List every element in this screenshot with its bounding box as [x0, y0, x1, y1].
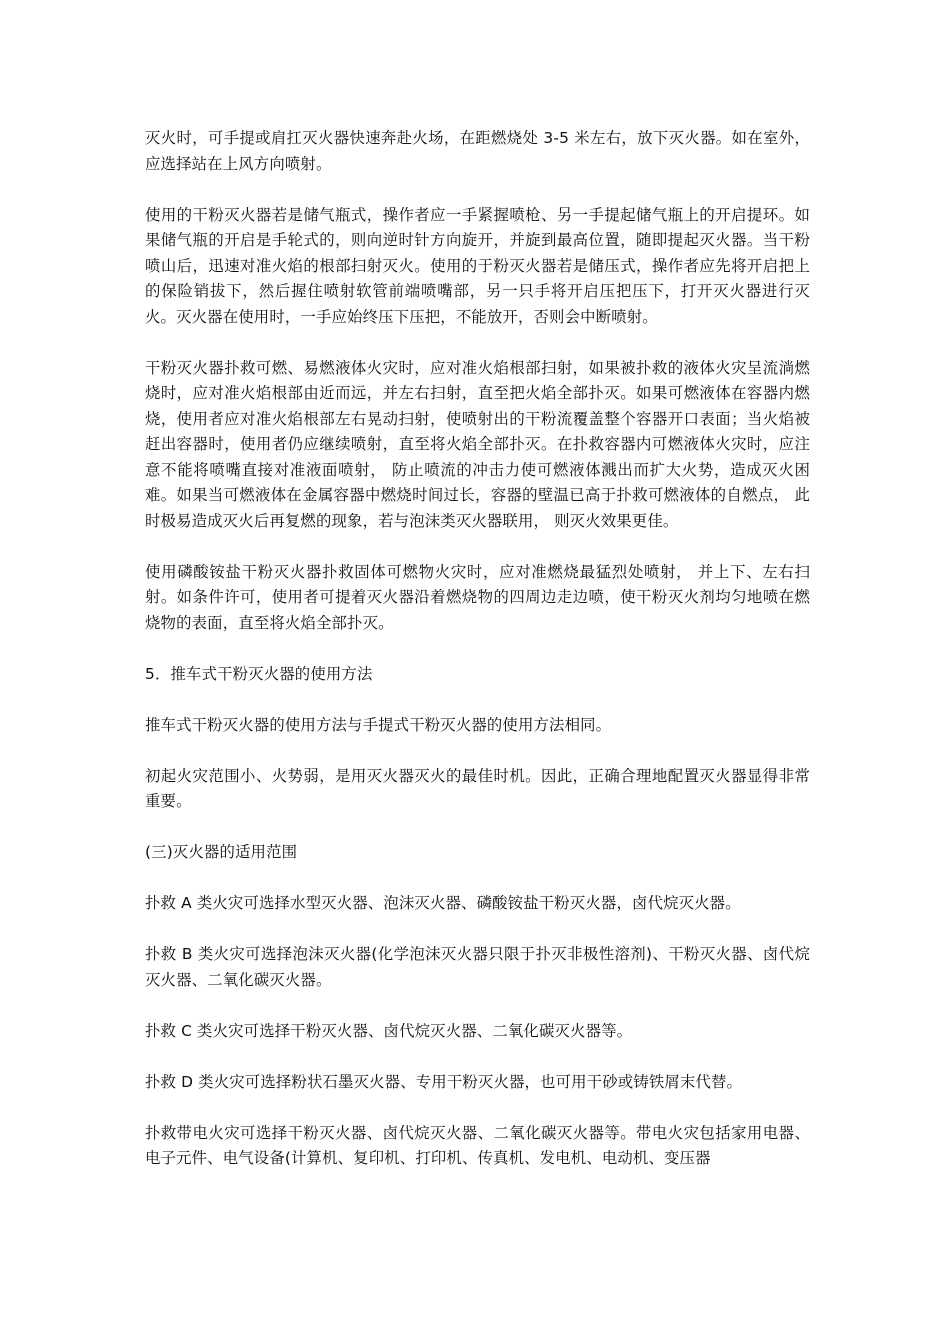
paragraph-class-a: 扑救 A 类火灾可选择水型灭火器、泡沫灭火器、磷酸铵盐干粉灭火器，卤代烷灭火器。 [145, 894, 741, 912]
paragraph-solid-fire: 使用磷酸铵盐干粉灭火器扑救固体可燃物火灾时，应对准燃烧最猛烈处喷射， 并上下、左右扫射。如条件许可，使用者可提着灭火器沿着燃烧物的四周边走边喷，使干粉灭火剂均匀地喷在燃烧物的表面，直至将火焰全部扑灭。 [145, 562, 810, 632]
document-page [145, 126, 810, 1197]
paragraph-early-fire: 初起火灾范围小、火势弱，是用灭火器灭火的最佳时机。因此，正确合理地配置灭火器显得非常重要。 [145, 766, 810, 810]
paragraph-class-b: 扑救 B 类火灾可选择泡沫灭火器(化学泡沫灭火器只限于扑灭非极性溶剂)、干粉灭火器、卤代烷灭火器、二氧化碳灭火器。 [145, 945, 810, 989]
paragraph-liquid-fire: 干粉灭火器扑救可燃、易燃液体火灾时，应对准火焰根部扫射，如果被扑救的液体火灾呈流淌燃烧时，应对准火焰根部由近而远，并左右扫射，直至把火焰全部扑灭。如果可燃液体在容器内燃烧，使用者应对准火焰根部左右晃动扫射，使喷射出的干粉流覆盖整个容器开口表面；当火焰被赶出容器时，使用者仍应继续喷射，直至将火焰全部扑灭。在扑救容器内可燃液体火灾时，应注意不能将喷嘴直接对准液面喷射， 防止喷流的冲击力使可燃液体溅出而扩大火势，造成灭火困难。如果当可燃液体在金属容器中燃烧时间过长，容器的壁温已高于扑救可燃液体的自燃点， 此时极易造成灭火后再复燃的现象，若与泡沫类灭火器联用， 则灭火效果更佳。 [145, 358, 810, 530]
paragraph-extinguish-approach: 灭火时，可手提或肩扛灭火器快速奔赴火场，在距燃烧处 3-5 米左右，放下灭火器。如在室外，应选择站在上风方向喷射。 [145, 129, 810, 173]
paragraph-class-c: 扑救 C 类火灾可选择干粉灭火器、卤代烷灭火器、二氧化碳灭火器等。 [145, 1021, 633, 1040]
paragraph-class-d: 扑救 D 类火灾可选择粉状石墨灭火器、专用干粉灭火器，也可用干砂或铸铁屑末代替。 [145, 1072, 743, 1091]
paragraph-electrical-fire: 扑救带电火灾可选择干粉灭火器、卤代烷灭火器、二氧化碳灭火器等。带电火灾包括家用电器、电子元件、电气设备(计算机、复印机、打印机、传真机、发电机、电动机、变压器 [145, 1123, 810, 1167]
section-heading-cart-extinguisher: 5．推车式干粉灭火器的使用方法 [145, 664, 373, 683]
paragraph-cart-usage: 推车式干粉灭火器的使用方法与手提式干粉灭火器的使用方法相同。 [145, 715, 612, 734]
paragraph-stored-gas-operation: 使用的干粉灭火器若是储气瓶式，操作者应一手紧握喷枪、另一手提起储气瓶上的开启提环。如果储气瓶的开启是手轮式的，则向逆时针方向旋开，并旋到最高位置，随即提起灭火器。当干粉喷山后，迅速对准火焰的根部扫射灭火。使用的于粉灭火器若是储压式，操作者应先将开启把上的保险销拔下，然后握住喷射软管前端喷嘴部，另一只手将开启压把压下，打开灭火器进行灭火。灭火器在使用时，一手应始终压下压把，不能放开，否则会中断喷射。 [145, 205, 810, 326]
section-heading-applicable-range: (三)灭火器的适用范围 [145, 843, 298, 861]
